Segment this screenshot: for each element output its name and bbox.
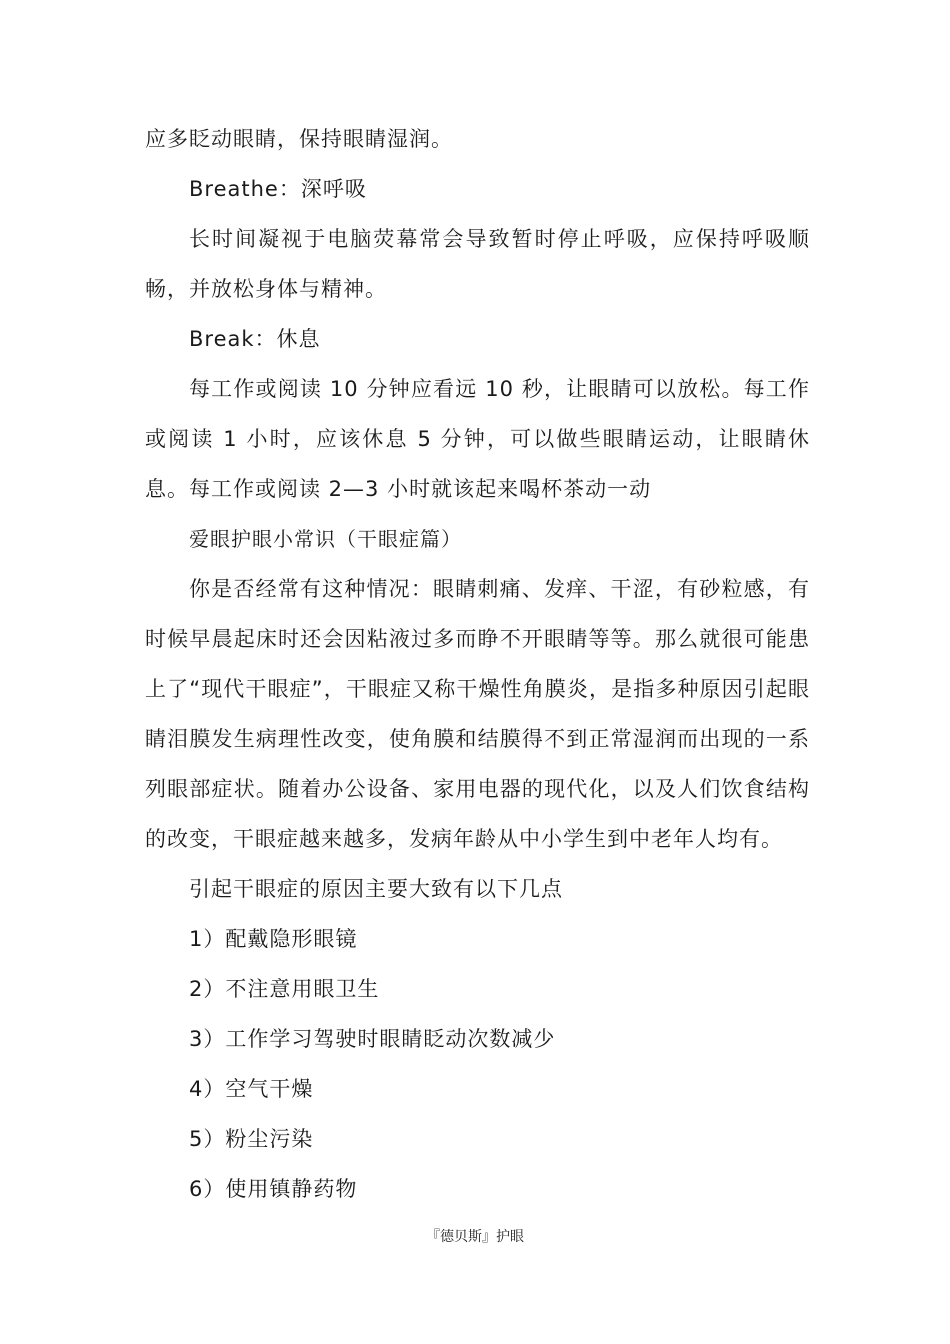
- list-item: 6）使用镇静药物: [189, 1177, 358, 1201]
- paragraph-blink: 应多眨动眼睛，保持眼睛湿润。: [145, 127, 453, 151]
- page-footer: 『德贝斯』护眼: [426, 1229, 524, 1245]
- list-item: 1）配戴隐形眼镜: [189, 927, 358, 951]
- paragraph-causes-intro: 引起干眼症的原因主要大致有以下几点: [189, 877, 563, 901]
- document-body: [145, 114, 810, 1214]
- paragraph-break-title: Break：休息: [189, 327, 321, 351]
- paragraph-breathe-title: Breathe：深呼吸: [189, 177, 367, 201]
- section-heading-dry-eye: 爱眼护眼小常识（干眼症篇）: [189, 527, 462, 551]
- list-item: 4）空气干燥: [189, 1077, 314, 1101]
- paragraph-break-body: 每工作或阅读 10 分钟应看远 10 秒，让眼睛可以放松。每工作或阅读 1 小时，应该休息 5 分钟，可以做些眼睛运动，让眼睛休息。每工作或阅读 2—3 小时就该起来喝杯茶动一动: [145, 377, 810, 501]
- list-item: 2）不注意用眼卫生: [189, 977, 380, 1001]
- list-item: 3）工作学习驾驶时眼睛眨动次数减少: [189, 1027, 556, 1051]
- paragraph-dry-eye-intro: 你是否经常有这种情况：眼睛刺痛、发痒、干涩，有砂粒感，有时候早晨起床时还会因粘液过多而睁不开眼睛等等。那么就很可能患上了“现代干眼症”，干眼症又称干燥性角膜炎，是指多种原因引起眼睛泪膜发生病理性改变，使角膜和结膜得不到正常湿润而出现的一系列眼部症状。随着办公设备、家用电器的现代化，以及人们饮食结构的改变，干眼症越来越多，发病年龄从中小学生到中老年人均有。: [145, 577, 810, 851]
- paragraph-breathe-body: 长时间凝视于电脑荧幕常会导致暂时停止呼吸，应保持呼吸顺畅，并放松身体与精神。: [145, 227, 810, 301]
- list-item: 5）粉尘污染: [189, 1127, 314, 1151]
